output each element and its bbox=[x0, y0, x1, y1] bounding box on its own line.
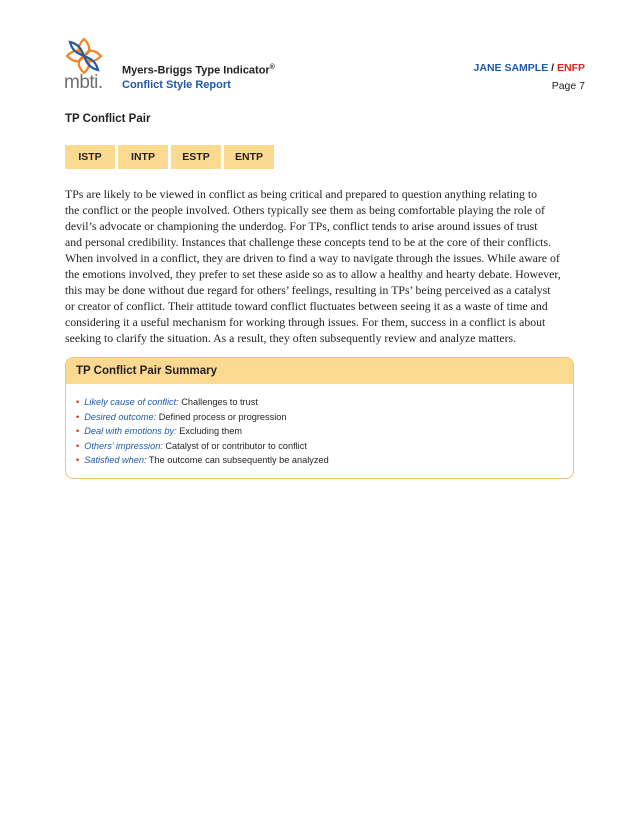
body-line: seeking to clarify the situation. As a result, they often subsequently review and analyze matters. bbox=[65, 331, 517, 345]
body-line: devil’s advocate or championing the underdog. For TPs, conflict tends to arise around issues of trust bbox=[65, 219, 538, 233]
summary-item bbox=[76, 395, 329, 410]
name-separator: / bbox=[548, 62, 557, 74]
body-paragraph bbox=[65, 186, 580, 346]
summary-item-label: Satisfied when: bbox=[84, 455, 147, 465]
bullet-icon: • bbox=[76, 440, 80, 451]
summary-item bbox=[76, 424, 329, 439]
summary-item-value: The outcome can subsequently be analyzed bbox=[148, 455, 329, 465]
bullet-icon: • bbox=[76, 455, 80, 465]
bullet-icon: • bbox=[76, 411, 80, 422]
summary-item bbox=[76, 453, 329, 468]
summary-list bbox=[76, 395, 329, 468]
bullet-icon: • bbox=[76, 397, 80, 407]
summary-box bbox=[65, 357, 574, 479]
mbti-logo bbox=[64, 36, 104, 94]
body-line: considering it a useful mechanism for working through issues. For them, success in a conflict is about bbox=[65, 315, 546, 329]
summary-item bbox=[76, 439, 329, 454]
summary-item-value: Challenges to trust bbox=[181, 397, 258, 407]
client-name-type bbox=[474, 61, 585, 75]
type-tab-istp: ISTP bbox=[65, 145, 115, 169]
report-title-text: Myers-Briggs Type Indicator bbox=[122, 64, 270, 77]
type-tab-intp: INTP bbox=[118, 145, 168, 169]
type-tab-estp: ESTP bbox=[171, 145, 221, 169]
body-line: When involved in a conflict, they are driven to find a way to navigate through the issues. While aware of bbox=[65, 251, 560, 265]
body-line: the conflict or the people involved. Others typically see them as being comfortable playing the role of bbox=[65, 203, 545, 217]
summary-item-label: Desired outcome: bbox=[84, 411, 157, 422]
summary-item-value: Defined process or progression bbox=[158, 411, 287, 422]
summary-item bbox=[76, 410, 329, 425]
client-type: ENFP bbox=[556, 62, 585, 74]
mbti-star-logo-icon bbox=[64, 36, 104, 76]
client-name: JANE SAMPLE bbox=[473, 62, 549, 74]
body-line: the emotions involved, they prefer to set these aside so as to allow a healthy and hearty debate. However, bbox=[65, 267, 561, 281]
body-line: TPs are likely to be viewed in conflict as being critical and prepared to question anything relating to bbox=[65, 187, 538, 201]
summary-item-label: Deal with emotions by: bbox=[84, 426, 177, 436]
summary-item-value: Excluding them bbox=[179, 426, 243, 436]
body-line: or creator of conflict. Their attitude toward conflict fluctuates between seeing it as a waste of time and bbox=[65, 299, 548, 313]
type-tab-entp: ENTP bbox=[224, 145, 274, 169]
type-tabs bbox=[65, 145, 277, 169]
section-title: TP Conflict Pair bbox=[65, 113, 151, 125]
bullet-icon: • bbox=[76, 426, 80, 436]
body-line: this may be done without due regard for others’ feelings, resulting in TPs’ being perceived as a catalyst bbox=[65, 283, 551, 297]
report-subtitle: Conflict Style Report bbox=[122, 79, 231, 91]
summary-item-label: Others’ impression: bbox=[84, 440, 163, 451]
summary-title: TP Conflict Pair Summary bbox=[66, 358, 573, 384]
body-line: and personal credibility. Instances that challenge these concepts tend to be at the core of their conflicts. bbox=[65, 235, 551, 249]
page-number: Page 7 bbox=[551, 80, 585, 92]
report-title bbox=[122, 61, 275, 78]
mbti-wordmark: mbti. bbox=[64, 72, 103, 93]
summary-item-label: Likely cause of conflict: bbox=[84, 397, 179, 407]
summary-item-value: Catalyst of or contributor to conflict bbox=[165, 440, 307, 451]
registered-mark: ® bbox=[269, 64, 275, 71]
